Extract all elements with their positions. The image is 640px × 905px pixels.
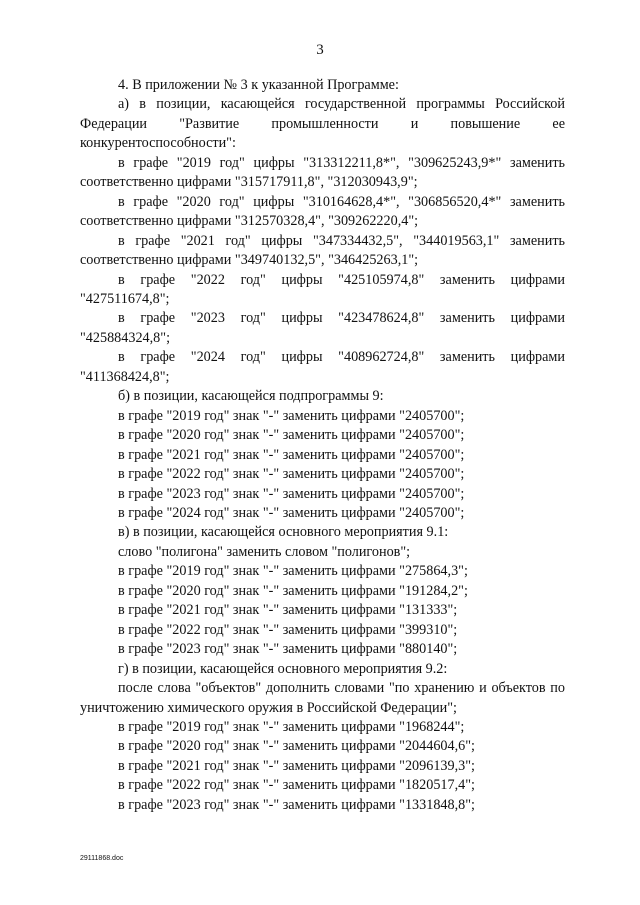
paragraph-m92-2020: в графе "2020 год" знак "-" заменить цифрами "2044604,6"; bbox=[118, 738, 475, 755]
paragraph-column-2020: в графе "2020 год" цифры "310164628,4*", "306856520,4*" заменить соответственно цифрами "312570328,4", "309262220,4"; bbox=[80, 193, 565, 230]
paragraph-m91-2019: в графе "2019 год" знак "-" заменить цифрами "275864,3"; bbox=[118, 563, 468, 580]
page-number: 3 bbox=[316, 42, 324, 58]
paragraph-m91-2022: в графе "2022 год" знак "-" заменить цифрами "399310"; bbox=[118, 621, 458, 638]
paragraph-subitem-g: г) в позиции, касающейся основного мероприятия 9.2: bbox=[118, 660, 448, 677]
paragraph-m92-2021: в графе "2021 год" знак "-" заменить цифрами "2096139,3"; bbox=[118, 757, 475, 774]
paragraph-column-2023: в графе "2023 год" цифры "423478624,8" заменить цифрами "425884324,8"; bbox=[80, 310, 565, 346]
paragraph-column-2024: в графе "2024 год" цифры "408962724,8" заменить цифрами "411368424,8"; bbox=[80, 349, 565, 385]
paragraph-m91-2023: в графе "2023 год" знак "-" заменить цифрами "880140"; bbox=[118, 641, 458, 658]
paragraph-m92-2019: в графе "2019 год" знак "-" заменить цифрами "1968244"; bbox=[118, 718, 465, 735]
document-body bbox=[80, 76, 565, 815]
paragraph-subitem-v: в) в позиции, касающейся основного мероприятия 9.1: bbox=[118, 524, 449, 541]
paragraph-sub9-2022: в графе "2022 год" знак "-" заменить цифрами "2405700"; bbox=[118, 466, 465, 483]
paragraph-sub9-2020: в графе "2020 год" знак "-" заменить цифрами "2405700"; bbox=[118, 427, 465, 444]
paragraph-item-4: 4. В приложении № 3 к указанной Программе: bbox=[118, 77, 399, 93]
paragraph-column-2021: в графе "2021 год" цифры "347334432,5", "344019563,1" заменить соответственно цифрами "349740132,5", "346425263,1"; bbox=[80, 232, 565, 269]
paragraph-m92-2022: в графе "2022 год" знак "-" заменить цифрами "1820517,4"; bbox=[118, 777, 475, 794]
paragraph-m92-2023: в графе "2023 год" знак "-" заменить цифрами "1331848,8"; bbox=[118, 796, 475, 813]
paragraph-subitem-a: а) в позиции, касающейся государственной программы Российской Федерации "Развитие промышленности и повышение ее конкурентоспособности": bbox=[80, 96, 565, 152]
paragraph-sub9-2021: в графе "2021 год" знак "-" заменить цифрами "2405700"; bbox=[118, 446, 465, 463]
paragraph-sub9-2023: в графе "2023 год" знак "-" заменить цифрами "2405700"; bbox=[118, 485, 465, 502]
paragraph-m91-2020: в графе "2020 год" знак "-" заменить цифрами "191284,2"; bbox=[118, 582, 468, 599]
footer-filename: 29111868.doc bbox=[80, 855, 124, 862]
paragraph-m91-2021: в графе "2021 год" знак "-" заменить цифрами "131333"; bbox=[118, 602, 458, 619]
paragraph-subitem-b: б) в позиции, касающейся подпрограммы 9: bbox=[118, 388, 384, 405]
paragraph-sub9-2024: в графе "2024 год" знак "-" заменить цифрами "2405700"; bbox=[118, 504, 465, 521]
paragraph-column-2019: в графе "2019 год" цифры "313312211,8*", "309625243,9*" заменить соответственно цифрами "315717911,8", "312030943,9"; bbox=[80, 154, 565, 191]
paragraph-word-append: после слова "объектов" дополнить словами "по хранению и объектов по уничтожению химического оружия в Российской Федерации"; bbox=[80, 680, 565, 716]
paragraph-column-2022: в графе "2022 год" цифры "425105974,8" заменить цифрами "427511674,8"; bbox=[80, 271, 565, 307]
paragraph-word-replace: слово "полигона" заменить словом "полигонов"; bbox=[118, 543, 411, 560]
paragraph-sub9-2019: в графе "2019 год" знак "-" заменить цифрами "2405700"; bbox=[118, 407, 465, 424]
